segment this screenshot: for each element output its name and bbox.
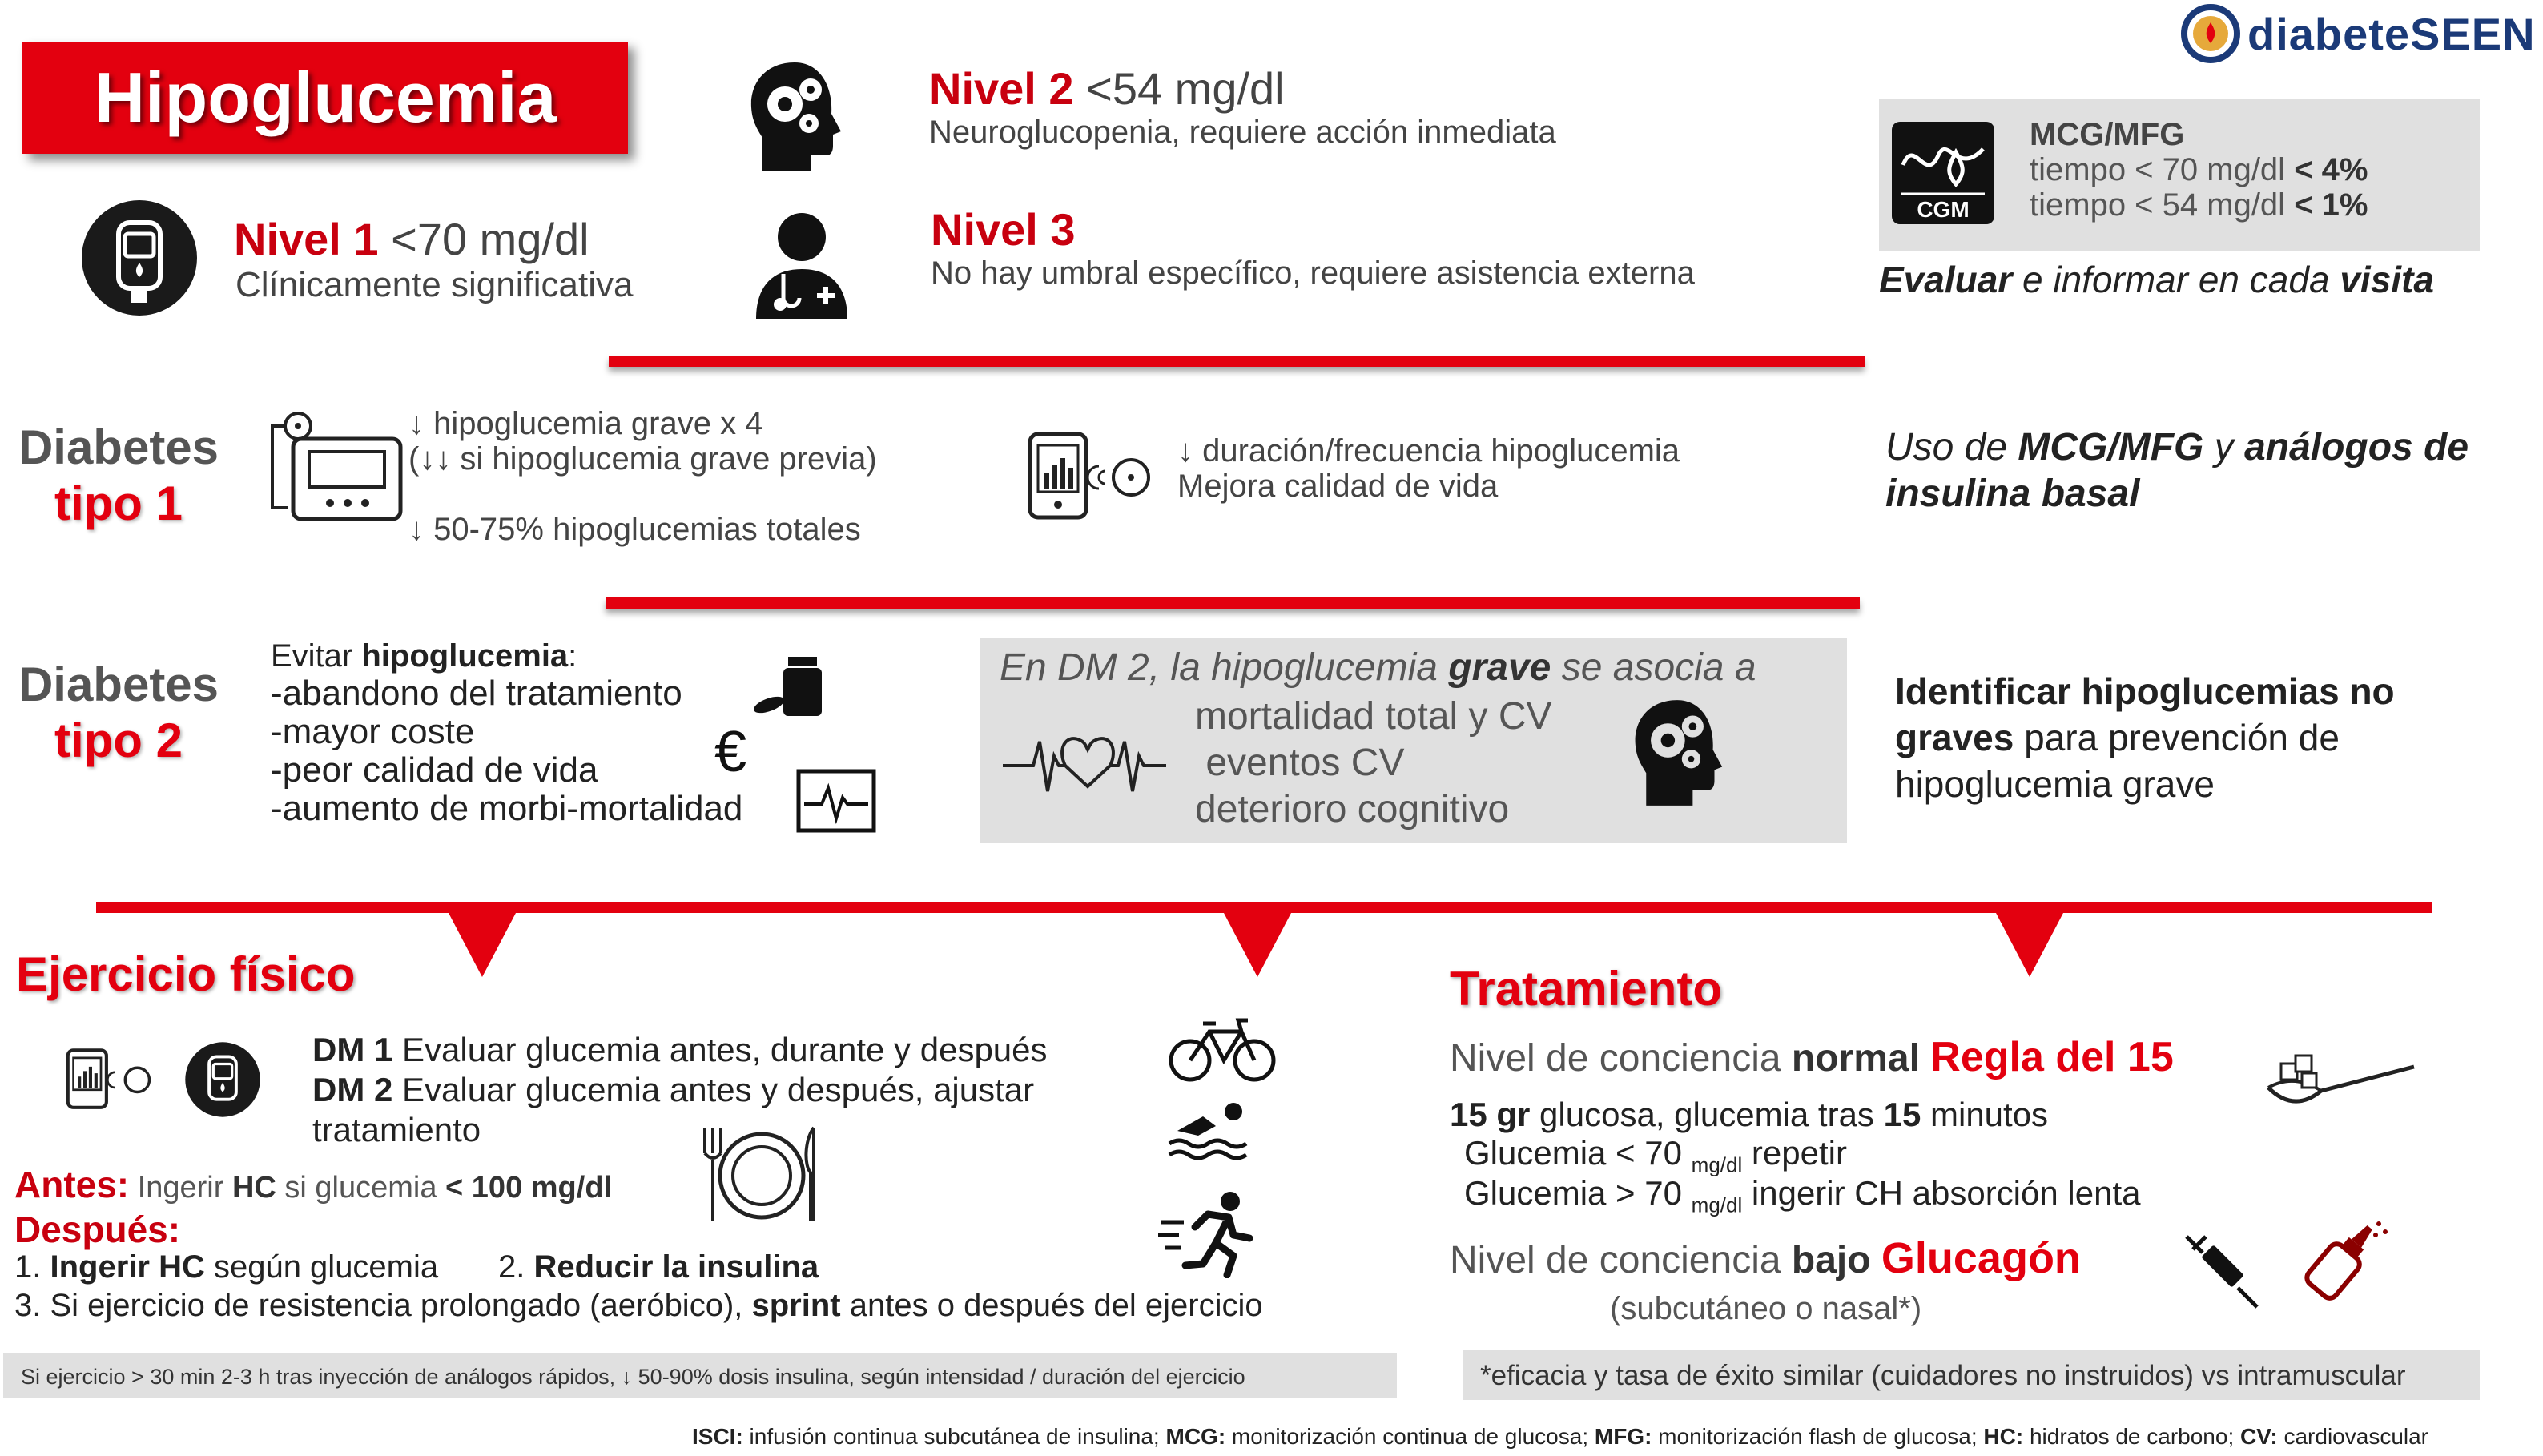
level2-label: Nivel 2 [929, 63, 1074, 114]
exercise-dm2-line2: tratamiento [312, 1111, 481, 1148]
exercise-before-label: Antes: [14, 1164, 130, 1205]
cgm-target-54 [2030, 187, 2368, 223]
plate-cutlery-icon [697, 1124, 827, 1224]
dt1-title [6, 420, 231, 532]
head-gears-icon [1628, 695, 1727, 810]
exercise-after-label: Después: [14, 1209, 181, 1250]
treatment-minutes: minutos [1921, 1096, 2049, 1133]
treatment-glucemia-above: Glucemia > 70 [1464, 1174, 1692, 1212]
bicycle-icon [1168, 1016, 1277, 1083]
treatment-normal-text: Nivel de conciencia [1450, 1037, 1792, 1080]
treatment-rule-line3 [1464, 1174, 2140, 1217]
exercise-dm2-label: DM 2 [312, 1071, 393, 1108]
dt2-avoid-text: Evitar [271, 638, 362, 674]
exercise-after-3-sprint: sprint [751, 1288, 841, 1323]
exercise-footnote: Si ejercicio > 30 min 2-3 h tras inyección de análogos rápidos, ↓ 50-90% dosis insulina, según intensidad / duración del ejercicio [21, 1365, 1245, 1389]
level1-desc: Clínicamente significativa [235, 265, 634, 304]
treatment-repeat: repetir [1742, 1134, 1847, 1172]
nasal-spray-icon [2292, 1214, 2392, 1307]
abbrev-mfg-text: monitorización flash de glucosa; [1652, 1424, 1984, 1449]
dt1-rec-text1: Uso de [1885, 426, 2018, 469]
level3-desc: No hay umbral específico, requiere asistencia externa [931, 255, 1695, 291]
exercise-dm1 [312, 1030, 1048, 1070]
exercise-before-hc: HC [231, 1171, 276, 1205]
dt2-title-line1: Diabetes [18, 658, 219, 711]
exercise-dm1-label: DM 1 [312, 1031, 393, 1068]
treatment-footnote-box [1463, 1350, 2480, 1400]
cgm-target-70-value: < 4% [2294, 152, 2368, 187]
cgm-icon [1890, 120, 1996, 226]
head-gears-icon [743, 58, 846, 176]
exercise-dm2 [312, 1070, 1034, 1110]
exercise-after-3 [14, 1288, 1263, 1324]
treatment-heading: Tratamiento [1450, 962, 1723, 1016]
dt2-avoid-colon: : [568, 638, 577, 674]
cgm-target-70 [2030, 152, 2368, 188]
dt1-rec-basal: insulina basal [1885, 473, 2140, 515]
dt1-isci-line2: (↓↓ si hipoglucemia grave previa) [408, 441, 877, 477]
dt2-title [6, 657, 231, 769]
dt1-recommendation [1885, 424, 2526, 517]
divider-top [609, 356, 1865, 367]
dt2-association-box [980, 638, 1847, 843]
abbreviations-footer [692, 1424, 2428, 1450]
exercise-footnote-box [3, 1353, 1397, 1398]
level1-heading [234, 215, 589, 264]
exercise-before-text: Ingerir [129, 1171, 232, 1205]
abbrev-hc-text: hidratos de carbono; [2023, 1424, 2241, 1449]
exercise-before-threshold: < 100 mg/dl [445, 1171, 613, 1205]
exercise-after-1 [14, 1249, 438, 1285]
treatment-unit: mg/dl [1691, 1152, 1743, 1177]
abbrev-cv: CV: [2240, 1424, 2278, 1449]
treatment-rule-text: glucosa, glucemia tras [1530, 1096, 1884, 1133]
logo-ring-icon [2179, 2, 2243, 66]
level2-value: <54 mg/dl [1086, 63, 1285, 114]
exercise-after-2-bold: Reducir la insulina [533, 1249, 819, 1285]
dt2-box-item: deterioro cognitivo [1195, 788, 1510, 831]
exercise-before-text2: si glucemia [276, 1171, 446, 1205]
divider-middle [606, 597, 1860, 609]
level1-value: <70 mg/dl [391, 214, 589, 264]
dt1-isci-line3: ↓ 50-75% hipoglucemias totales [408, 512, 861, 547]
treatment-15g: 15 gr [1450, 1096, 1531, 1133]
dt2-box-list [1195, 694, 1552, 833]
treatment-normal [1450, 1033, 2174, 1081]
section-divider-arrows [96, 899, 2432, 987]
cgm-reader-icon [66, 1041, 154, 1116]
abbrev-cv-text: cardiovascular [2277, 1424, 2429, 1449]
exercise-heading: Ejercicio físico [16, 947, 356, 1001]
exercise-after-3-text2: antes o después del ejercicio [840, 1288, 1263, 1323]
cgm-target-70-text: tiempo < 70 mg/dl [2030, 152, 2295, 187]
dt1-title-line1: Diabetes [18, 420, 219, 474]
exercise-dm2-text: Evaluar glucemia antes y después, ajustar [392, 1071, 1035, 1108]
logo-text: diabeteSEEN [2247, 8, 2536, 59]
treatment-unit: mg/dl [1691, 1193, 1743, 1217]
treatment-rule-15: Regla del 15 [1930, 1034, 2174, 1080]
dt2-box-text2: se asocia a [1551, 646, 1756, 689]
runner-icon [1157, 1190, 1262, 1278]
exercise-after-3-text: 3. Si ejercicio de resistencia prolongado (aeróbico), [14, 1288, 752, 1323]
treatment-route: (subcutáneo o nasal*) [1610, 1291, 1922, 1326]
dt2-identify-note [1895, 668, 2520, 807]
exercise-before [14, 1163, 612, 1206]
euro-icon: € [714, 720, 747, 784]
abbrev-mcg: MCG: [1165, 1424, 1226, 1449]
cgm-icon-label: CGM [1917, 197, 1970, 222]
exercise-dm1-text: Evaluar glucemia antes, durante y después [392, 1031, 1048, 1068]
exercise-after-2 [498, 1249, 819, 1285]
dt1-rec-mcg: MCG/MFG [2018, 426, 2204, 469]
exercise-after-1-bold: Ingerir HC [50, 1249, 205, 1285]
treatment-footnote: *eficacia y tasa de éxito similar (cuidadores no instruidos) vs intramuscular [1480, 1360, 2406, 1391]
treatment-low [1450, 1233, 2081, 1283]
level3-label: Nivel 3 [931, 204, 1076, 255]
doctor-icon [751, 210, 852, 320]
abbrev-hc: HC: [1983, 1424, 2024, 1449]
treatment-rule-line1 [1450, 1096, 2048, 1134]
dt2-title-line2: tipo 2 [54, 714, 183, 767]
cgm-target-54-text: tiempo < 54 mg/dl [2030, 187, 2295, 223]
dt2-box-header [1000, 646, 1756, 690]
cgm-evaluate-word: Evaluar [1879, 259, 2013, 300]
dt1-mcg-line1: ↓ duración/frecuencia hipoglucemia [1177, 433, 1680, 469]
swimmer-icon [1166, 1099, 1254, 1160]
treatment-slow-ch: ingerir CH absorción lenta [1742, 1174, 2141, 1212]
heart-ecg-icon [1001, 718, 1168, 806]
dt1-mcg-line2: Mejora calidad de vida [1177, 469, 1499, 504]
dt2-box-item: eventos CV [1195, 742, 1405, 784]
exercise-after-2-num: 2. [498, 1249, 534, 1285]
cgm-target-54-value: < 1% [2294, 187, 2368, 223]
dt2-avoid-item: -peor calidad de vida [271, 750, 598, 790]
dt2-avoid-bold: hipoglucemia [361, 638, 569, 674]
dt2-box-text1: En DM 2, la hipoglucemia [1000, 646, 1449, 689]
cgm-evaluate-mid: e informar en cada [2012, 259, 2340, 300]
syringe-icon [2179, 1229, 2262, 1312]
pills-icon [753, 655, 833, 719]
insulin-pump-icon [261, 407, 405, 527]
dt2-avoid-list [271, 674, 742, 828]
dt2-box-grave: grave [1448, 646, 1551, 689]
dt2-avoid-item: -aumento de morbi-mortalidad [271, 789, 743, 828]
treatment-low-text: Nivel de conciencia [1450, 1239, 1792, 1281]
cgm-targets-box [1879, 99, 2480, 251]
dt1-title-line2: tipo 1 [54, 477, 183, 530]
dt2-avoid-heading [271, 638, 577, 674]
dt2-identify-text: para prevención de [2014, 717, 2340, 758]
page-title-banner [22, 42, 628, 154]
brand-logo [2179, 2, 2539, 66]
abbrev-isci-text: infusión continua subcutánea de insulina; [742, 1424, 1166, 1449]
sugar-spoon-icon [2262, 1046, 2419, 1113]
treatment-15min: 15 [1883, 1096, 1921, 1133]
page-title: Hipoglucemia [94, 58, 557, 137]
abbrev-isci: ISCI: [692, 1424, 743, 1449]
exercise-after-1-text: según glucemia [204, 1249, 439, 1285]
cgm-visit-word: visita [2340, 259, 2434, 300]
treatment-low-bold: bajo [1791, 1239, 1881, 1281]
dt1-rec-analogs: análogos de [2244, 426, 2469, 469]
cgm-reader-icon [1027, 431, 1155, 521]
dt2-avoid-item: -mayor coste [271, 712, 475, 751]
cgm-evaluate-note [1879, 258, 2434, 301]
dt2-identify-line1: Identificar hipoglucemias no [1895, 670, 2395, 712]
glucometer-icon [80, 199, 199, 317]
treatment-rule-line2 [1464, 1134, 1847, 1177]
dt2-identify-graves: graves [1895, 717, 2014, 758]
dt2-identify-line3: hipoglucemia grave [1895, 763, 2215, 805]
dt2-avoid-item: -abandono del tratamiento [271, 674, 682, 713]
treatment-glucagon: Glucagón [1881, 1234, 2081, 1282]
cgm-title: MCG/MFG [2030, 117, 2185, 152]
level2-heading [929, 64, 1285, 114]
abbrev-mfg: MFG: [1594, 1424, 1652, 1449]
dt1-rec-text2: y [2203, 426, 2245, 469]
ecg-monitor-icon [796, 769, 876, 833]
treatment-glucemia-below: Glucemia < 70 [1464, 1134, 1692, 1172]
level2-desc: Neuroglucopenia, requiere acción inmediata [929, 115, 1556, 150]
treatment-normal-bold: normal [1791, 1037, 1931, 1080]
level1-label: Nivel 1 [234, 214, 379, 264]
dt2-box-item: mortalidad total y CV [1195, 695, 1552, 738]
glucometer-icon [184, 1041, 261, 1118]
abbrev-mcg-text: monitorización continua de glucosa; [1225, 1424, 1595, 1449]
dt1-isci-line1: ↓ hipoglucemia grave x 4 [408, 406, 763, 441]
exercise-after-1-num: 1. [14, 1249, 50, 1285]
